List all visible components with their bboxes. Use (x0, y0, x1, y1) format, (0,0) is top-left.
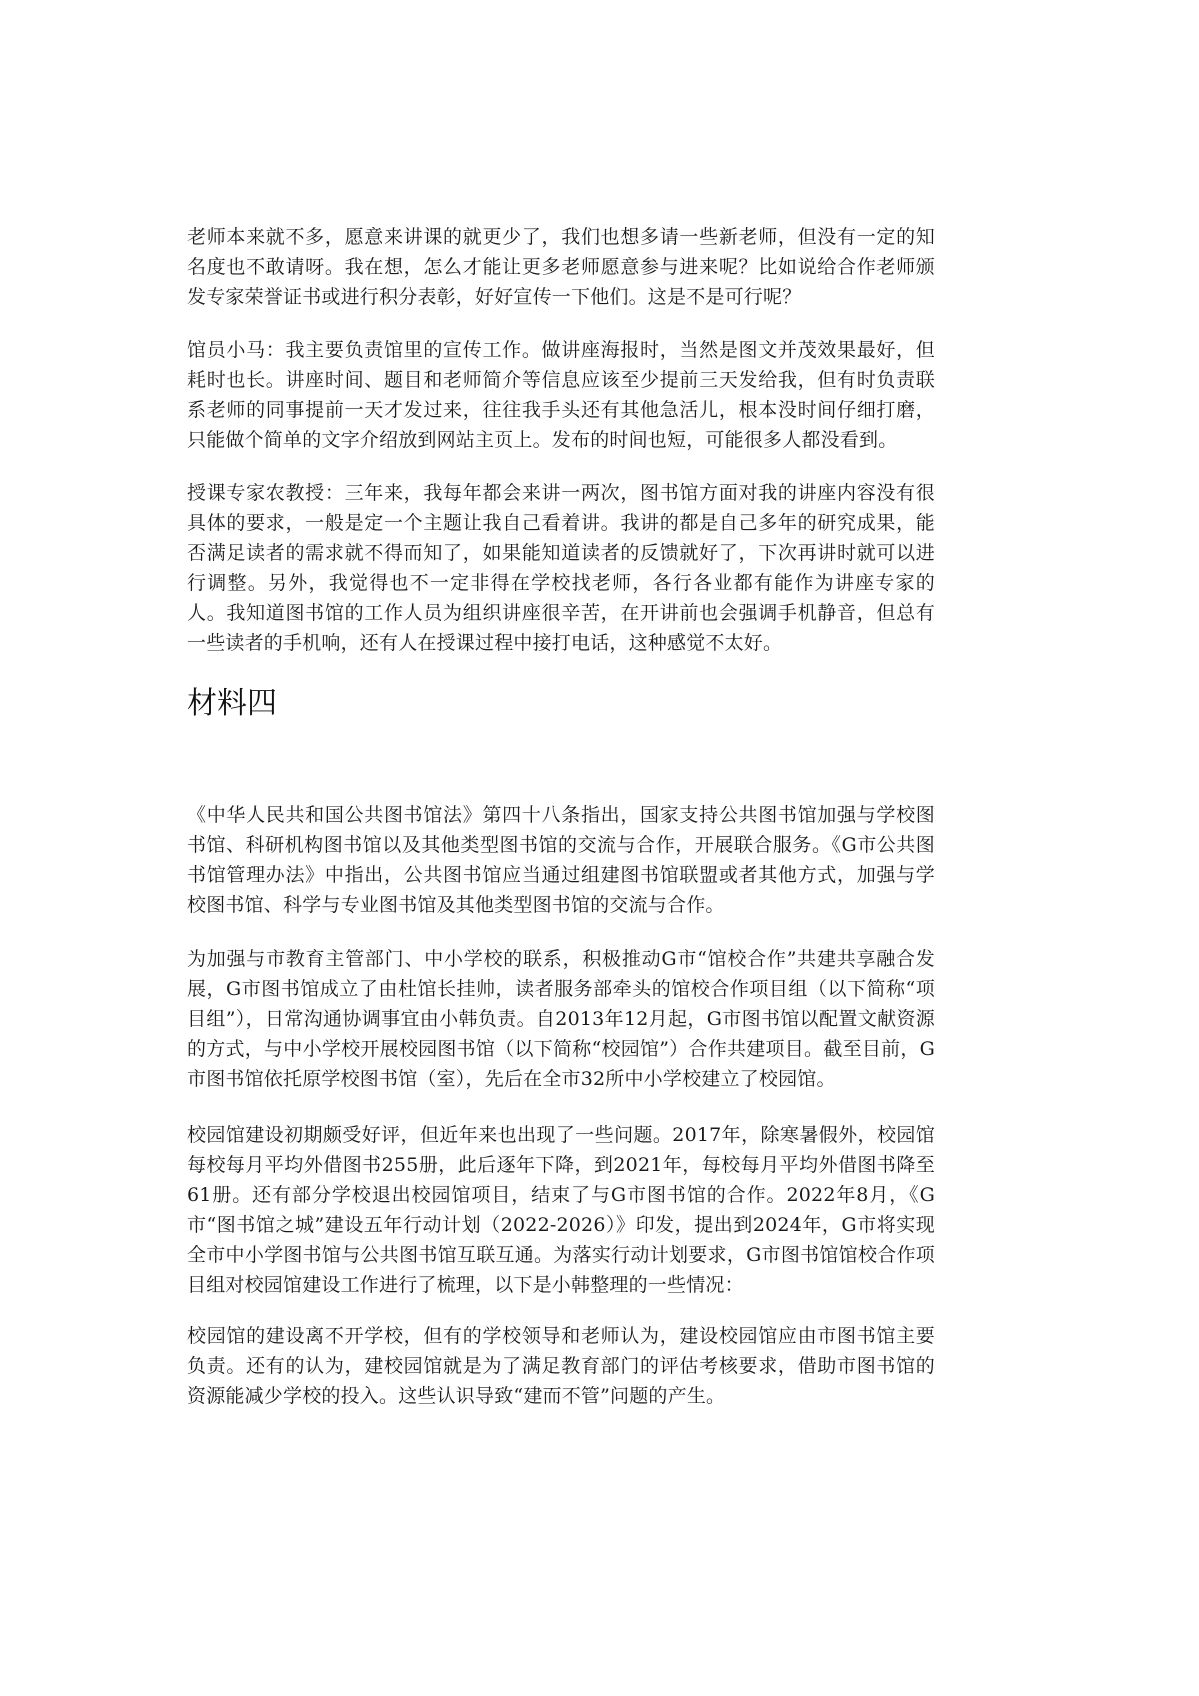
paragraph-text: 授课专家农教授：三年来，我每年都会来讲一两次，图书馆方面对我的讲座内容没有很具体的要求，一般是定一个主题让我自己看着讲。我讲的都是自己多年的研究成果，能否满足读者的需求就不得而知了，如果能知道读者的反馈就好了，下次再讲时就可以进行调整。另外，我觉得也不一定非得在学校找老师，各行各业都有能作为讲座专家的人。我知道图书馆的工作人员为组织讲座很辛苦，在开讲前也会强调手机静音，但总有一些读者的手机响，还有人在授课过程中接打电话，这种感觉不太好。 (187, 482, 935, 654)
paragraph-text: 校园馆建设初期颇受好评，但近年来也出现了一些问题。2017年，除寒暑假外，校园馆每校每月平均外借图书255册，此后逐年下降，到2021年，每校每月平均外借图书降至61册。还有部分学校退出校园馆项目，结束了与G市图书馆的合作。2022年8月，《G市“图书馆之城”建设五年行动计划（2022-2026）》印发，提出到2024年，G市将实现全市中小学图书馆与公共图书馆互联互通。为落实行动计划要求，G市图书馆馆校合作项目组对校园馆建设工作进行了梳理，以下是小韩整理的一些情况： (187, 1124, 935, 1296)
paragraph-text: 老师本来就不多，愿意来讲课的就更少了，我们也想多请一些新老师，但没有一定的知名度也不敢请呀。我在想，怎么才能让更多老师愿意参与进来呢？比如说给合作老师颁发专家荣誉证书或进行积分表彰，好好宣传一下他们。这是不是可行呢？ (187, 226, 935, 308)
paragraph-text: 《中华人民共和国公共图书馆法》第四十八条指出，国家支持公共图书馆加强与学校图书馆、科研机构图书馆以及其他类型图书馆的交流与合作，开展联合服务。《G市公共图书馆管理办法》中指出，公共图书馆应当通过组建图书馆联盟或者其他方式，加强与学校图书馆、科学与专业图书馆及其他类型图书馆的交流与合作。 (187, 804, 935, 916)
paragraph-campus-library-project (187, 944, 935, 1094)
paragraph-teacher-shortage (187, 222, 935, 312)
section-heading: 材料四 (187, 686, 277, 721)
paragraph-professor-nong (187, 478, 935, 658)
paragraph-text: 为加强与市教育主管部门、中小学校的联系，积极推动G市“馆校合作”共建共享融合发展，G市图书馆成立了由杜馆长挂帅，读者服务部牵头的馆校合作项目组（以下简称“项目组”），日常沟通协调事宜由小韩负责。自2013年12月起，G市图书馆以配置文献资源的方式，与中小学校开展校园图书馆（以下简称“校园馆”）合作共建项目。截至目前，G市图书馆依托原学校图书馆（室），先后在全市32所中小学校建立了校园馆。 (187, 948, 935, 1090)
paragraph-text: 校园馆的建设离不开学校，但有的学校领导和老师认为，建设校园馆应由市图书馆主要负责。还有的认为，建校园馆就是为了满足教育部门的评估考核要求，借助市图书馆的资源能减少学校的投入。这些认识导致“建而不管”问题的产生。 (187, 1325, 935, 1407)
paragraph-build-without-manage (187, 1321, 935, 1411)
section-heading-block (187, 684, 935, 724)
paragraph-librarian-ma (187, 335, 935, 455)
paragraph-library-law (187, 800, 935, 920)
paragraph-text: 馆员小马：我主要负责馆里的宣传工作。做讲座海报时，当然是图文并茂效果最好，但耗时也长。讲座时间、题目和老师简介等信息应该至少提前三天发给我，但有时负责联系老师的同事提前一天才发过来，往往我手头还有其他急活儿，根本没时间仔细打磨，只能做个简单的文字介绍放到网站主页上。发布的时间也短，可能很多人都没看到。 (187, 339, 935, 451)
paragraph-campus-library-problems (187, 1120, 935, 1300)
